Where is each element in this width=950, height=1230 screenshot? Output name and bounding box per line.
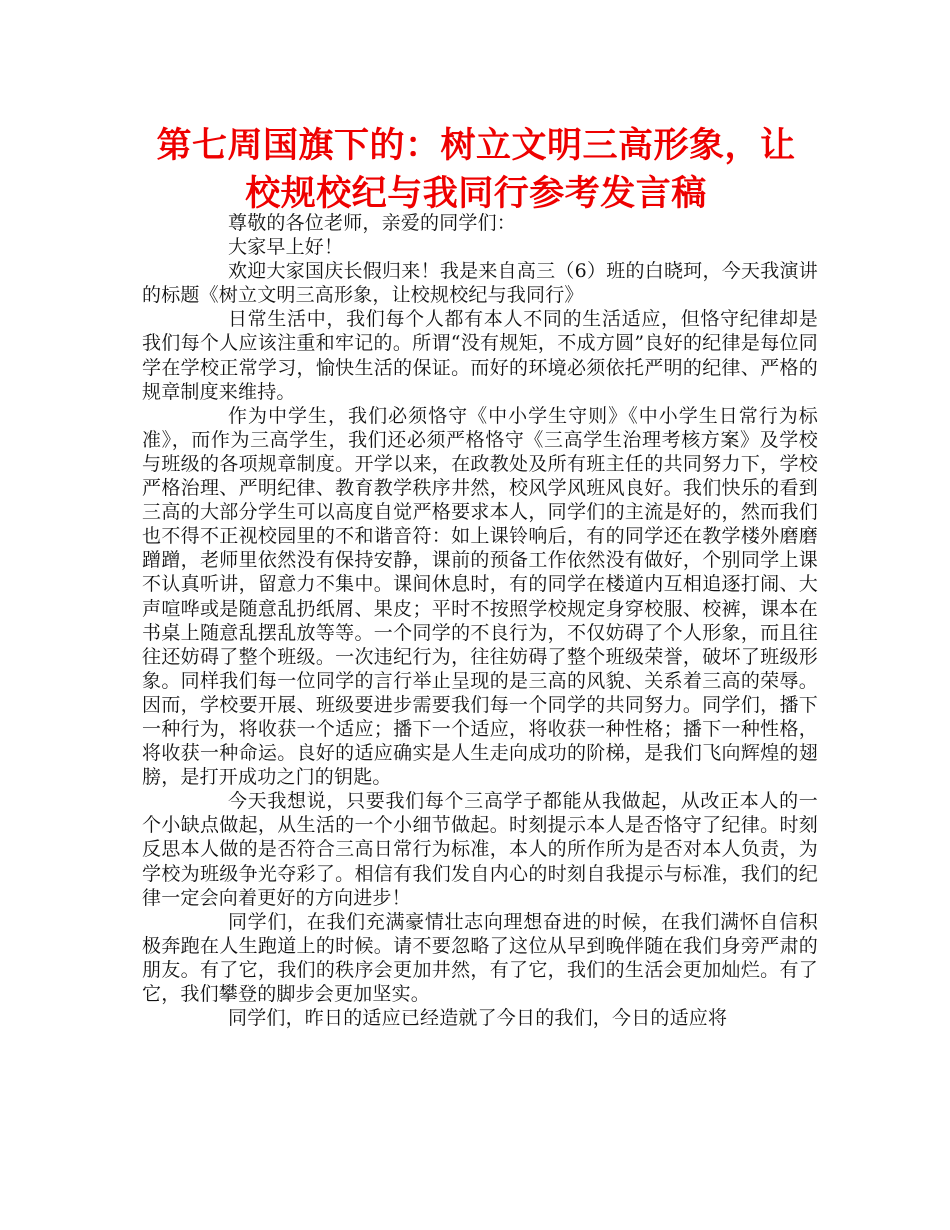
body-paragraph: 欢迎大家国庆长假归来！我是来自高三（6）班的白晓珂，今天我演讲的标题《树立文明三高形象，让校规校纪与我同行》 (142, 260, 818, 307)
body-paragraph: 同学们，在我们充满豪情壮志向理想奋进的时候，在我们满怀自信积极奔跑在人生跑道上的时候。请不要忽略了这位从早到晚伴随在我们身旁严肃的朋友。有了它，我们的秩序会更加井然，有了它，我们的生活会更加灿烂。有了它，我们攀登的脚步会更加坚实。 (142, 910, 818, 1005)
body-paragraph: 今天我想说，只要我们每个三高学子都能从我做起，从改正本人的一个小缺点做起，从生活的一个小细节做起。时刻提示本人是否恪守了纪律。时刻反思本人做的是否符合三高日常行为标准，本人的所作所为是否对本人负责，为学校为班级争光夺彩了。相信有我们发自内心的时刻自我提示与标准，我们的纪律一定会向着更好的方向进步！ (142, 790, 818, 909)
document-title: 第七周国旗下的：树立文明三高形象，让校规校纪与我同行参考发言稿 (156, 126, 796, 214)
salutation: 尊敬的各位老师，亲爱的同学们： (228, 212, 517, 234)
greeting: 大家早上好！ (228, 236, 344, 259)
body-paragraph: 同学们，昨日的适应已经造就了今日的我们，今日的适应将 (228, 1007, 728, 1030)
document-body (142, 211, 818, 1030)
body-paragraph: 日常生活中，我们每个人都有本人不同的生活适应，但恪守纪律却是我们每个人应该注重和牢记的。所谓“没有规矩，不成方圆”良好的纪律是每位同学在学校正常学习，愉快生活的保证。而好的环境必须依托严明的纪律、严格的规章制度来维持。 (142, 308, 818, 403)
body-paragraph: 作为中学生，我们必须恪守《中小学生守则》《中小学生日常行为标准》，而作为三高学生，我们还必须严格恪守《三高学生治理考核方案》及学校与班级的各项规章制度。开学以来，在政教处及所有班主任的共同努力下，学校严格治理、严明纪律、教育教学秩序井然，校风学风班风良好。我们快乐的看到三高的大部分学生可以高度自觉严格要求本人，同学们的主流是好的，然而我们也不得不正视校园里的不和谐音符：如上课铃响后，有的同学还在教学楼外磨磨蹭蹭，老师里依然没有保持安静，课前的预备工作依然没有做好，个别同学上课不认真听讲，留意力不集中。课间休息时，有的同学在楼道内互相追逐打闹、大声喧哗或是随意乱扔纸屑、果皮；平时不按照学校规定身穿校服、校裤，课本在书桌上随意乱摆乱放等等。一个同学的不良行为，不仅妨碍了个人形象，而且往往还妨碍了整个班级。一次违纪行为，往往妨碍了整个班级荣誉，破坏了班级形象。同样我们每一位同学的言行举止呈现的是三高的风貌、关系着三高的荣辱。因而，学校要开展、班级要进步需要我们每一个同学的共同努力。同学们，播下一种行为，将收获一个适应；播下一个适应，将收获一种性格；播下一种性格，将收获一种命运。良好的适应确实是人生走向成功的阶梯，是我们飞向辉煌的翅膀，是打开成功之门的钥匙。 (142, 404, 818, 789)
